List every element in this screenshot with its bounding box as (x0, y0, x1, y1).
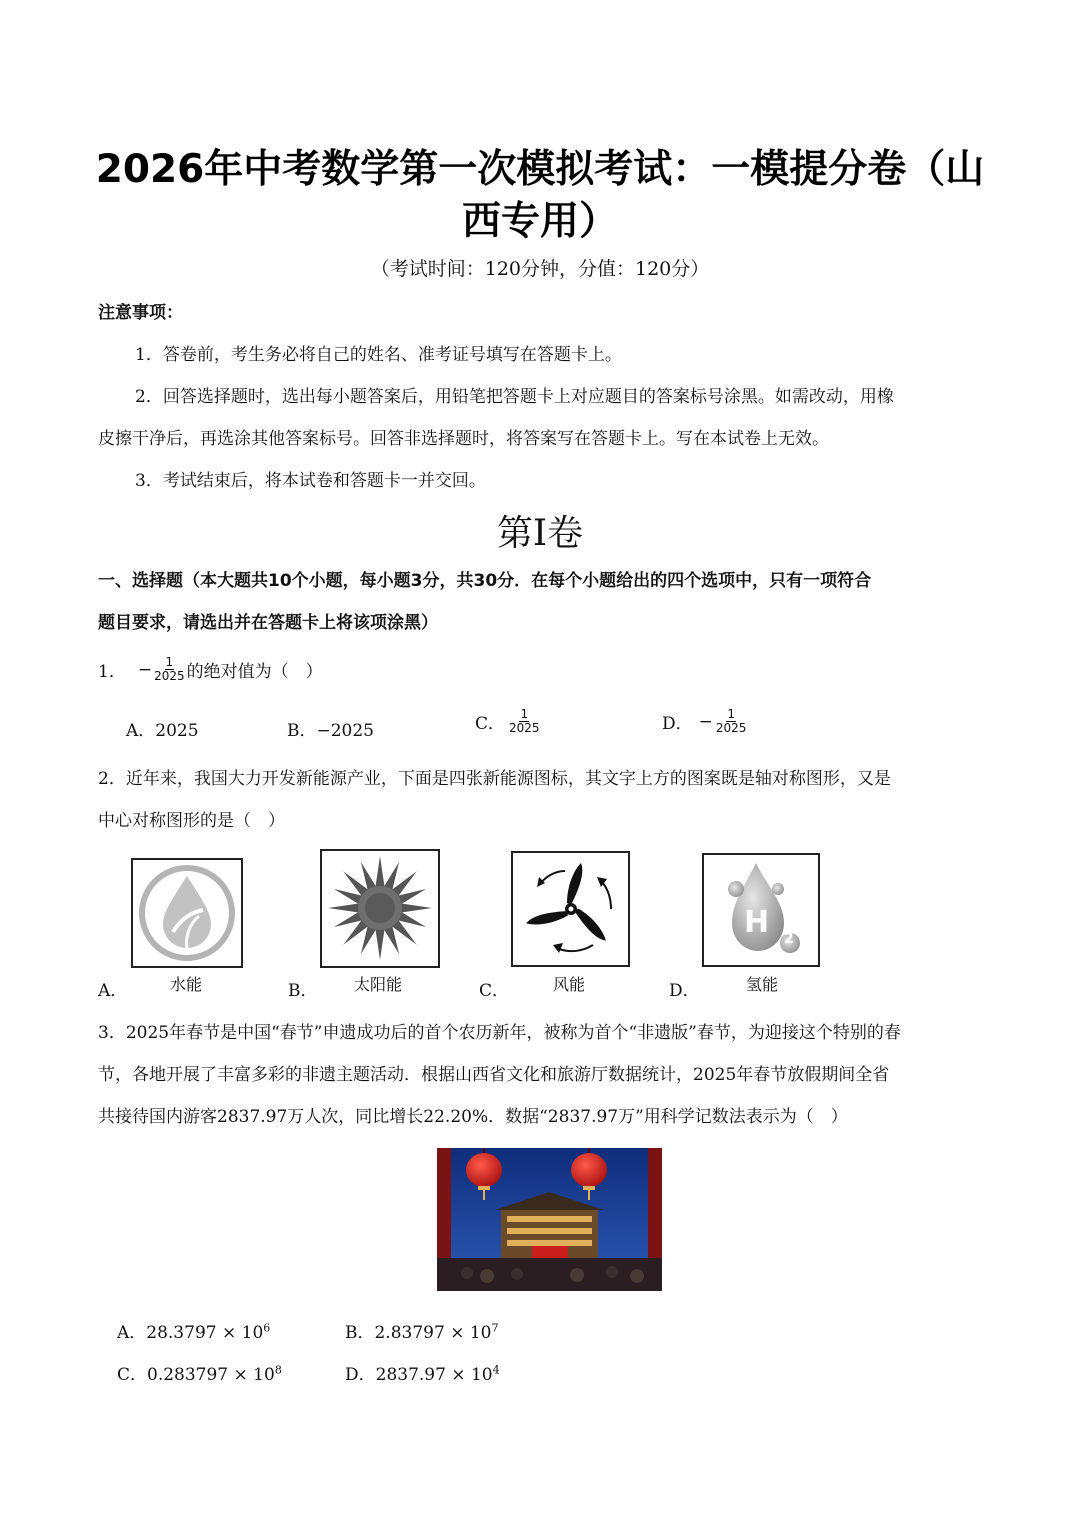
question-1 (98, 656, 323, 683)
q1-option-d-den: 2025 (715, 721, 747, 735)
q2-option-a-label: A． (98, 981, 128, 1001)
hydrogen-drop-icon (702, 853, 820, 967)
note-item-1: 1．答卷前，考生务必将自己的姓名、准考证号填写在答题卡上。 (135, 345, 622, 365)
q1-fraction (154, 656, 185, 683)
q1-frac-den: 2025 (154, 669, 185, 683)
q3-option-c (117, 1360, 282, 1385)
h2-subscript: 2 (784, 931, 794, 947)
question-3-line2: 节，各地开展了丰富多彩的非遗主题活动．根据山西省文化和旅游厅数据统计，2025年春节放假期间全省 (98, 1065, 890, 1085)
q1-option-d-label: D． (662, 714, 693, 734)
note-item-3: 3．考试结束后，将本试卷和答题卡一并交回。 (135, 471, 486, 491)
q1-option-c-fraction (509, 708, 540, 735)
section1-line2: 题目要求，请选出并在答题卡上将该项涂黑） (98, 613, 438, 633)
q1-option-b: B．−2025 (287, 721, 375, 741)
q3-option-c-exp: 8 (274, 1363, 282, 1377)
q1-option-d-fraction (716, 708, 747, 735)
q2-option-d-caption: 氢能 (746, 975, 779, 994)
q2-option-c-label: C． (479, 981, 510, 1001)
water-drop-icon (131, 858, 243, 968)
sun-icon (320, 849, 440, 968)
q1-option-d (662, 708, 746, 735)
q1-option-c-label: C． (475, 714, 506, 734)
q1-option-a: A．2025 (126, 721, 199, 741)
q1-option-c-num: 1 (520, 707, 529, 721)
volume-title: 第Ⅰ卷 (496, 513, 584, 554)
q3-option-d-base: D．2837.97 × 10 (345, 1365, 493, 1385)
q3-option-a (117, 1318, 270, 1343)
note-item-2-line1: 2．回答选择题时，选出每小题答案后，用铅笔把答题卡上对应题目的答案标号涂黑。如需改动，用橡 (135, 387, 894, 407)
page-title-line1: 2026年中考数学第一次模拟考试：一模提分卷（山 (95, 147, 985, 192)
q1-number: 1． (98, 662, 126, 682)
q2-option-b-label: B． (288, 981, 318, 1001)
q3-option-d (345, 1360, 500, 1385)
q3-option-b (345, 1318, 498, 1343)
question-2-line2: 中心对称图形的是（ ） (98, 811, 285, 831)
question-3-line1: 3．2025年春节是中国“春节”申遗成功后的首个农历新年，被称为首个“非遗版”春节，为迎接这个特别的春 (98, 1023, 901, 1043)
q1-minus: − (137, 659, 153, 680)
q1-option-d-minus: − (698, 711, 713, 732)
question-3-line3: 共接待国内游客2837.97万人次，同比增长22.20%．数据“2837.97万”用科学记数法表示为（ ） (98, 1107, 848, 1127)
exam-info: （考试时间：120分钟，分值：120分） (370, 258, 710, 280)
q3-option-b-exp: 7 (491, 1321, 499, 1335)
q3-option-d-exp: 4 (492, 1363, 500, 1377)
q1-option-c (475, 708, 540, 735)
q1-stem: 的绝对值为（ ） (186, 662, 323, 682)
q2-option-c-caption: 风能 (553, 975, 586, 994)
q2-option-b-caption: 太阳能 (354, 975, 403, 994)
q3-option-a-base: A．28.3797 × 10 (117, 1323, 264, 1343)
h2-letter: H (744, 905, 770, 940)
section1-line1: 一、选择题（本大题共10个小题，每小题3分，共30分．在每个小题给出的四个选项中，只有一项符合 (98, 571, 872, 591)
q3-option-b-base: B．2.83797 × 10 (345, 1323, 492, 1343)
q3-option-c-base: C．0.283797 × 10 (117, 1365, 275, 1385)
q2-option-d-label: D． (669, 981, 700, 1001)
q1-option-d-num: 1 (727, 707, 735, 721)
q2-option-a-caption: 水能 (170, 975, 203, 994)
note-item-2-line2: 皮擦干净后，再选涂其他答案标号。回答非选择题时，将答案写在答题卡上。写在本试卷上无效。 (98, 429, 829, 449)
q3-option-a-exp: 6 (263, 1321, 271, 1335)
q1-frac-num: 1 (165, 655, 174, 669)
spring-festival-photo (437, 1148, 662, 1291)
wind-turbine-icon (511, 851, 630, 967)
q1-option-c-den: 2025 (509, 721, 540, 735)
question-2-line1: 2．近年来，我国大力开发新能源产业，下面是四张新能源图标，其文字上方的图案既是轴对称图形，又是 (98, 769, 891, 789)
notes-heading: 注意事项： (98, 303, 183, 323)
page-title-line2: 西专用） (461, 199, 618, 244)
